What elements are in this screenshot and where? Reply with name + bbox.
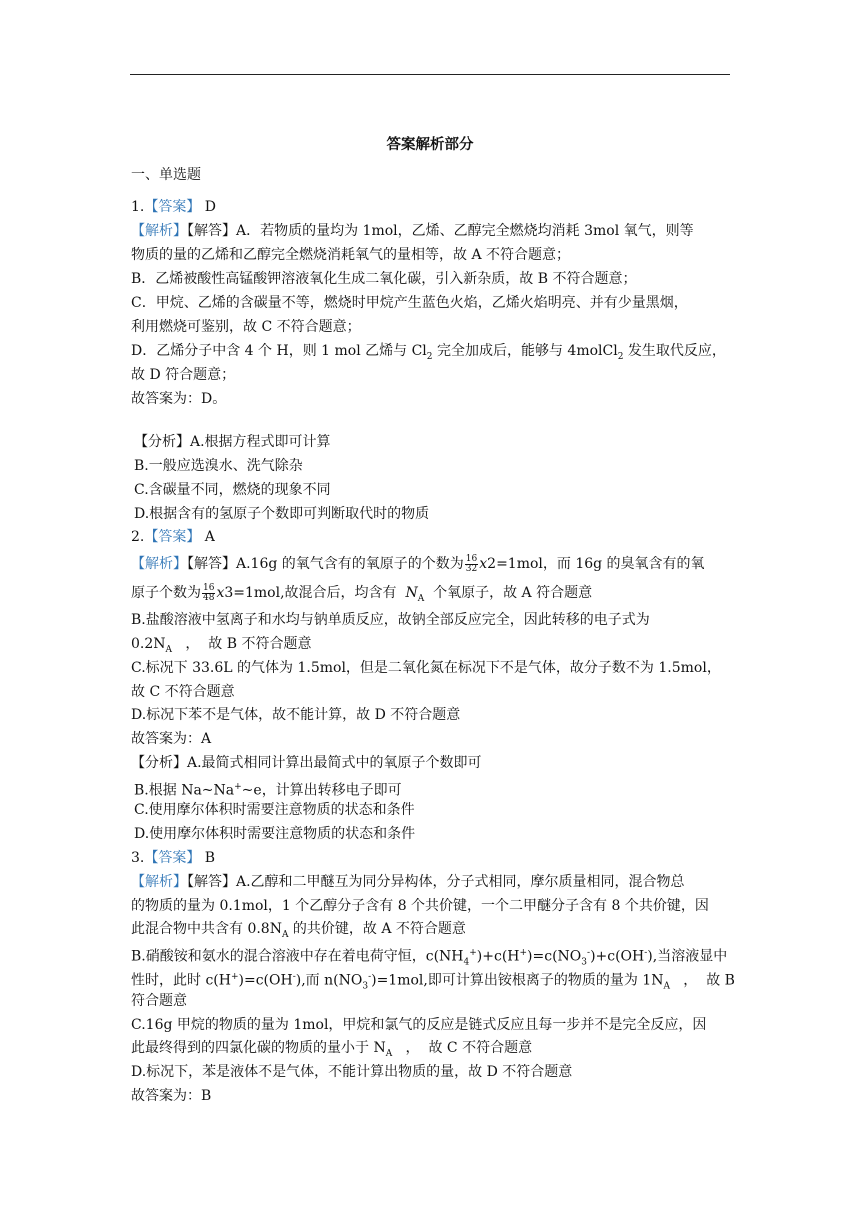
q2-analysis-a: 【分析】A.最简式相同计算出最简式中的氧原子个数即可 (131, 755, 482, 771)
fraction-16-32: $\frac{16}{32}$ (465, 553, 478, 574)
q1-analysis-d: D.根据含有的氢原子个数即可判断取代时的物质 (134, 506, 430, 522)
q1-line-6: D．乙烯分子中含 4 个 H，则 1 mol 乙烯与 $Cl_2$ 完全加成后，能够与 4molCl$_2$ 发生取代反应， (131, 343, 726, 362)
q1-line-3: B．乙烯被酸性高锰酸钾溶液氧化生成二氧化碳，引入新杂质，故 B 不符合题意； (131, 271, 637, 287)
q1-line-4: C．甲烷、乙烯的含碳量不等，燃烧时甲烷产生蓝色火焰，乙烯火焰明亮、并有少量黑烟， (131, 295, 688, 311)
page-title: 答案解析部分 (386, 136, 474, 153)
fraction-16-48: $\frac{16}{48}$ (203, 582, 215, 603)
q2-answer: 2.【答案】 A (131, 529, 215, 545)
q2-line-5: C.标况下 33.6L 的气体为 1.5mol，但是二氧化氮在标况下不是气体，故分子数不为 1.5mol， (131, 660, 721, 676)
q2-line-4: $0.2N_A$ ， 故 B 不符合题意 (131, 636, 312, 655)
q2-analysis-d: D.使用摩尔体积时需要注意物质的状态和条件 (134, 826, 416, 842)
q2-line-3: B.盐酸溶液中氢离子和水均与钠单质反应，故钠全部反应完全，因此转移的电子式为 (131, 612, 650, 628)
q1-conclusion: 故答案为：D。 (131, 391, 227, 407)
q3-line-7: C.16g 甲烷的物质的量为 1mol，甲烷和氯气的反应是链式反应且每一步并不是完全反应，因 (131, 1017, 707, 1033)
q1-line-2: 物质的量的乙烯和乙醇完全燃烧消耗氧气的量相等，故 A 不符合题意； (131, 247, 571, 263)
q2-line-7: D.标况下苯不是气体，故不能计算，故 D 不符合题意 (131, 707, 461, 723)
q3-answer: 3.【答案】 B (131, 850, 216, 866)
q1-line-7: 故 D 符合题意； (131, 367, 236, 383)
q3-line-8: 此最终得到的四氯化碳的物质的量小于 $N_A$ ， 故 C 不符合题意 (131, 1040, 533, 1059)
q3-line-3: 此混合物中共含有 $0.8N_A$ 的共价键，故 A 不符合题意 (131, 921, 466, 940)
q1-analysis-a: 【分析】A.根据方程式即可计算 (134, 434, 331, 450)
q2-analysis-b: B.根据 Na~Na+~e，计算出转移电子即可 (134, 782, 402, 799)
q2-analysis-c: C.使用摩尔体积时需要注意物质的状态和条件 (134, 802, 415, 818)
q1-line-5: 利用燃烧可鉴别，故 C 不符合题意； (131, 319, 361, 335)
q3-line-1: 【解析】【解答】A.乙醇和二甲醚互为同分异构体，分子式相同，摩尔质量相同，混合物总 (131, 874, 685, 890)
q2-conclusion: 故答案为：A (131, 731, 212, 747)
q2-line-6: 故 C 不符合题意 (131, 684, 235, 700)
q1-answer: 1.【答案】 D (131, 199, 217, 215)
q2-line-2: 原子个数为 $\frac{16}{48}$ x3=1mol,故混合后，均含有 $N_A$ 个氧原子，故 A 符合题意 (131, 582, 593, 604)
q1-analysis-b: B.一般应选溴水、洗气除杂 (134, 458, 303, 474)
q2-line-1: 【解析】【解答】A.16g 的氧气含有的氧原子的个数为 $\frac{16}{32}$ x2=1mol，而 16g 的臭氧含有的氧 (131, 553, 705, 574)
q3-line-9: D.标况下，苯是液体不是气体，不能计算出物质的量，故 D 不符合题意 (131, 1064, 573, 1080)
q1-analysis-c: C.含碳量不同，燃烧的现象不同 (134, 482, 331, 498)
q3-line-2: 的物质的量为 0.1mol，1 个乙醇分子含有 8 个共价键，一个二甲醚分子含有 8 个共价键，因 (131, 898, 709, 914)
q3-line-5: 性时，此时 c(H+)=c(OH-),而 $n(NO_3^-)=1mol$,即可计算出铵根离子的物质的量为 $1N_A$ ， 故 B (131, 972, 735, 992)
q3-line-6: 符合题意 (131, 993, 187, 1009)
header-rule (130, 74, 730, 75)
section-heading: 一、单选题 (131, 167, 201, 183)
q3-line-4: B.硝酸铵和氨水的混合溶液中存在着电荷守恒，$c(NH_4^+)+c(H^+)=c(NO_3^-)+c(OH^-)$,当溶液显中 (131, 948, 728, 968)
q3-conclusion: 故答案为：B (131, 1088, 212, 1104)
q1-line-1: 【解析】【解答】A．若物质的量均为 1mol，乙烯、乙醇完全燃烧均消耗 3mol 氧气，则等 (131, 223, 694, 239)
